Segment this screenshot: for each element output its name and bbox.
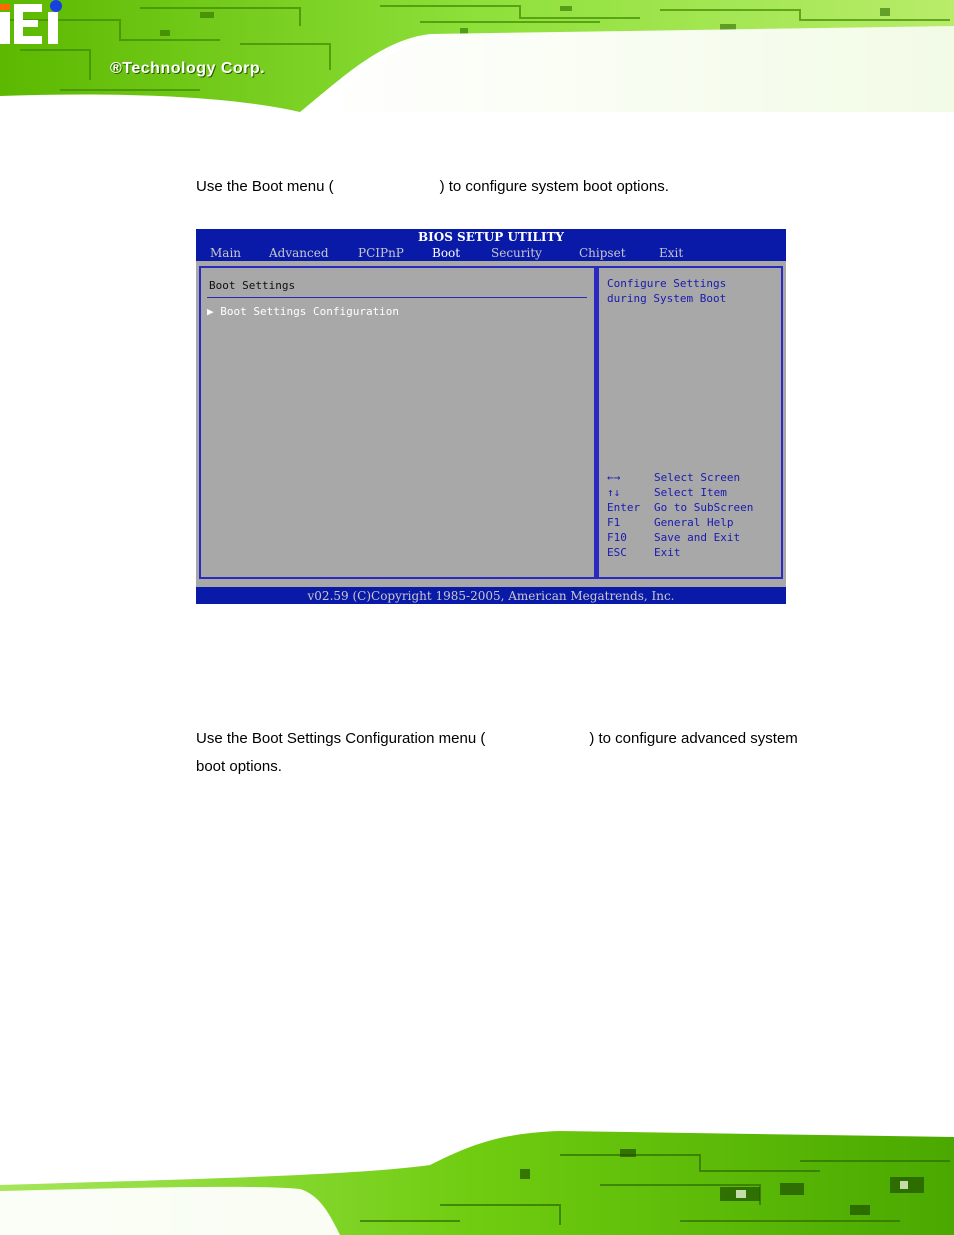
key-action: Select Screen xyxy=(654,471,741,484)
bios-help-panel xyxy=(597,266,783,579)
key-action: General Help xyxy=(654,516,734,529)
section-title: Boot Settings xyxy=(209,279,296,292)
iei-logo-icon xyxy=(0,0,64,46)
key-legend-row xyxy=(607,471,740,484)
key-legend-row xyxy=(607,486,727,499)
key-label: F1 xyxy=(607,516,621,529)
circuit-board-banner xyxy=(0,1125,954,1235)
bios-menu-boot[interactable]: Boot xyxy=(432,246,461,260)
key-action: Exit xyxy=(654,546,681,559)
boot-settings-configuration-item[interactable]: ▶ Boot Settings Configuration xyxy=(207,305,400,318)
key-legend-row xyxy=(607,501,753,514)
paragraph-text: ) to configure system boot options. xyxy=(439,178,669,195)
key-legend-row xyxy=(607,531,740,544)
paragraph-text: Use the Boot menu ( xyxy=(196,178,334,195)
help-text: during System Boot xyxy=(607,292,727,305)
key-label: Enter xyxy=(607,501,641,514)
config-paragraph xyxy=(196,725,798,753)
key-legend-row xyxy=(607,516,733,529)
bios-copyright-bar: v02.59 (C)Copyright 1985-2005, American Megatrends, Inc. xyxy=(196,587,786,604)
key-action: Save and Exit xyxy=(654,531,741,544)
key-action: Go to SubScreen xyxy=(654,501,754,514)
config-paragraph-line2: boot options. xyxy=(196,758,282,775)
key-label: F10 xyxy=(607,531,627,544)
page-header-banner xyxy=(0,0,954,112)
logo-tagline: ®Technology Corp. xyxy=(110,60,266,77)
key-label: ESC xyxy=(607,546,627,559)
bios-menu-bar xyxy=(196,245,786,261)
bios-menu-exit[interactable]: Exit xyxy=(659,246,684,260)
arrow-up-down-icon: ↑↓ xyxy=(607,486,621,499)
bios-boot-menu-screenshot xyxy=(196,229,786,604)
bios-menu-advanced[interactable]: Advanced xyxy=(269,246,329,260)
bios-title: BIOS SETUP UTILITY xyxy=(196,229,786,245)
paragraph-text: Use the Boot Settings Configuration menu ( xyxy=(196,730,486,747)
key-action: Select Item xyxy=(654,486,727,499)
circuit-board-banner xyxy=(0,0,954,112)
intro-paragraph xyxy=(196,173,669,201)
help-text: Configure Settings xyxy=(607,277,727,290)
bios-settings-panel xyxy=(199,266,594,579)
section-divider xyxy=(207,297,587,298)
arrow-left-right-icon: ←→ xyxy=(607,471,621,484)
bios-menu-pcipnp[interactable]: PCIPnP xyxy=(358,246,404,260)
bios-menu-main[interactable]: Main xyxy=(210,246,242,260)
bios-menu-chipset[interactable]: Chipset xyxy=(579,246,626,260)
paragraph-text: ) to configure advanced system xyxy=(589,730,798,747)
bios-menu-security[interactable]: Security xyxy=(491,246,542,260)
page-footer-banner xyxy=(0,1125,954,1235)
key-legend-row xyxy=(607,546,681,559)
